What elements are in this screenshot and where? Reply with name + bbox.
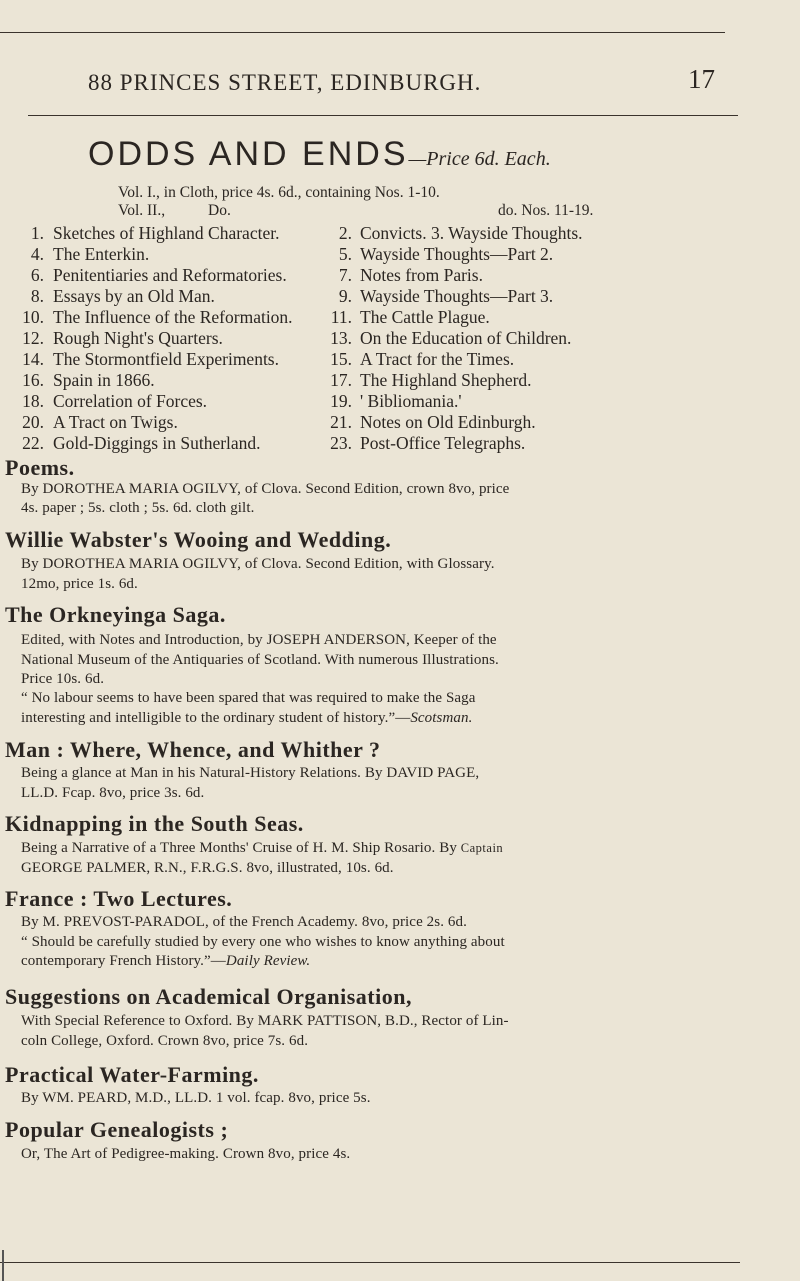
book-description-line: Edited, with Notes and Introduction, by JOSEPH ANDERSON, Keeper of the (21, 632, 497, 648)
book-description-line: 4s. paper ; 5s. cloth ; 5s. 6d. cloth gilt. (21, 500, 255, 516)
list-item: 12. Rough Night's Quarters. 13. On the Education of Children. (22, 328, 572, 348)
book-title: Popular Genealogists ; (5, 1117, 229, 1142)
book-title: Kidnapping in the South Seas. (5, 811, 304, 836)
list-item: 10. The Influence of the Reformation. 11. The Cattle Plague. (22, 307, 490, 327)
book-description-line: By DOROTHEA MARIA OGILVY, of Clova. Second Edition, with Glossary. (21, 556, 495, 572)
page-edge-mark (2, 1250, 4, 1281)
list-item: 6. Penitentiaries and Reformatories. 7. Notes from Paris. (30, 265, 483, 285)
book-description-line: Being a glance at Man in his Natural-History Relations. By DAVID PAGE, (21, 765, 480, 781)
volume-two-line (118, 202, 594, 220)
series-heading (88, 135, 551, 174)
page-number: 17 (688, 64, 715, 94)
list-item: 18. Correlation of Forces. 19. ' Bibliomania.' (22, 391, 462, 411)
review-quote-line: interesting and intelligible to the ordinary student of history.”—Scotsman. (21, 710, 473, 726)
book-title: Suggestions on Academical Organisation, (5, 984, 412, 1009)
review-quote-line: “ Should be carefully studied by every one who wishes to know anything about (21, 934, 505, 950)
book-title: Practical Water-Farming. (5, 1062, 259, 1087)
header-rule (28, 115, 738, 116)
book-description-line: By WM. PEARD, M.D., LL.D. 1 vol. fcap. 8vo, price 5s. (21, 1090, 371, 1106)
list-item: 14. The Stormontfield Experiments. 15. A Tract for the Times. (22, 349, 515, 369)
volume-two-ditto: Do. (208, 202, 231, 219)
series-contents-list (16, 223, 776, 454)
volume-two-contents: do. Nos. 11-19. (498, 202, 594, 219)
book-description-line: Or, The Art of Pedigree-making. Crown 8vo, price 4s. (21, 1146, 351, 1162)
book-description-line: By M. PREVOST-PARADOL, of the French Academy. 8vo, price 2s. 6d. (21, 914, 467, 930)
book-description-line: GEORGE PALMER, R.N., F.R.G.S. 8vo, illustrated, 10s. 6d. (21, 860, 394, 876)
volume-one-line: Vol. I., in Cloth, price 4s. 6d., containing Nos. 1-10. (118, 184, 440, 201)
list-item: 1. Sketches of Highland Character. 2. Convicts. 3. Wayside Thoughts. (30, 223, 583, 243)
book-description-line: With Special Reference to Oxford. By MARK PATTISON, B.D., Rector of Lin- (21, 1013, 509, 1029)
book-description-line: LL.D. Fcap. 8vo, price 3s. 6d. (21, 785, 205, 801)
list-item: 16. Spain in 1866. 17. The Highland Shepherd. (22, 370, 532, 390)
bottom-rule (0, 1262, 740, 1263)
book-description-line: Price 10s. 6d. (21, 671, 105, 687)
top-rule (0, 32, 725, 33)
volume-two-label: Vol. II., (118, 202, 166, 219)
running-head: 88 PRINCES STREET, EDINBURGH. (88, 70, 482, 95)
list-item: 20. A Tract on Twigs. 21. Notes on Old Edinburgh. (22, 412, 536, 432)
book-description-line: National Museum of the Antiquaries of Scotland. With numerous Illustrations. (21, 652, 499, 668)
series-title: ODDS AND ENDS (88, 135, 409, 173)
book-title: Man : Where, Whence, and Whither ? (5, 737, 381, 762)
book-title: Willie Wabster's Wooing and Wedding. (5, 527, 392, 552)
book-title: Poems. (5, 455, 75, 480)
list-item: 22. Gold-Diggings in Sutherland. 23. Post-Office Telegraphs. (22, 433, 526, 453)
book-description-line: By DOROTHEA MARIA OGILVY, of Clova. Second Edition, crown 8vo, price (21, 481, 510, 497)
book-description-line: Being a Narrative of a Three Months' Cruise of H. M. Ship Rosario. By Captain (21, 840, 504, 856)
book-title: The Orkneyinga Saga. (5, 602, 226, 627)
list-item: 4. The Enterkin. 5. Wayside Thoughts—Part 2. (30, 244, 554, 264)
book-title: France : Two Lectures. (5, 886, 233, 911)
review-quote-line: contemporary French History.”—Daily Review. (21, 953, 311, 969)
book-description-line: coln College, Oxford. Crown 8vo, price 7s. 6d. (21, 1033, 309, 1049)
review-quote-line: “ No labour seems to have been spared that was required to make the Saga (21, 690, 476, 706)
review-source: Scotsman. (410, 710, 473, 726)
review-source: Daily Review. (225, 953, 311, 969)
book-description-line: 12mo, price 1s. 6d. (21, 576, 138, 592)
series-price: —Price 6d. Each. (408, 148, 551, 170)
list-item: 8. Essays by an Old Man. 9. Wayside Thoughts—Part 3. (30, 286, 554, 306)
